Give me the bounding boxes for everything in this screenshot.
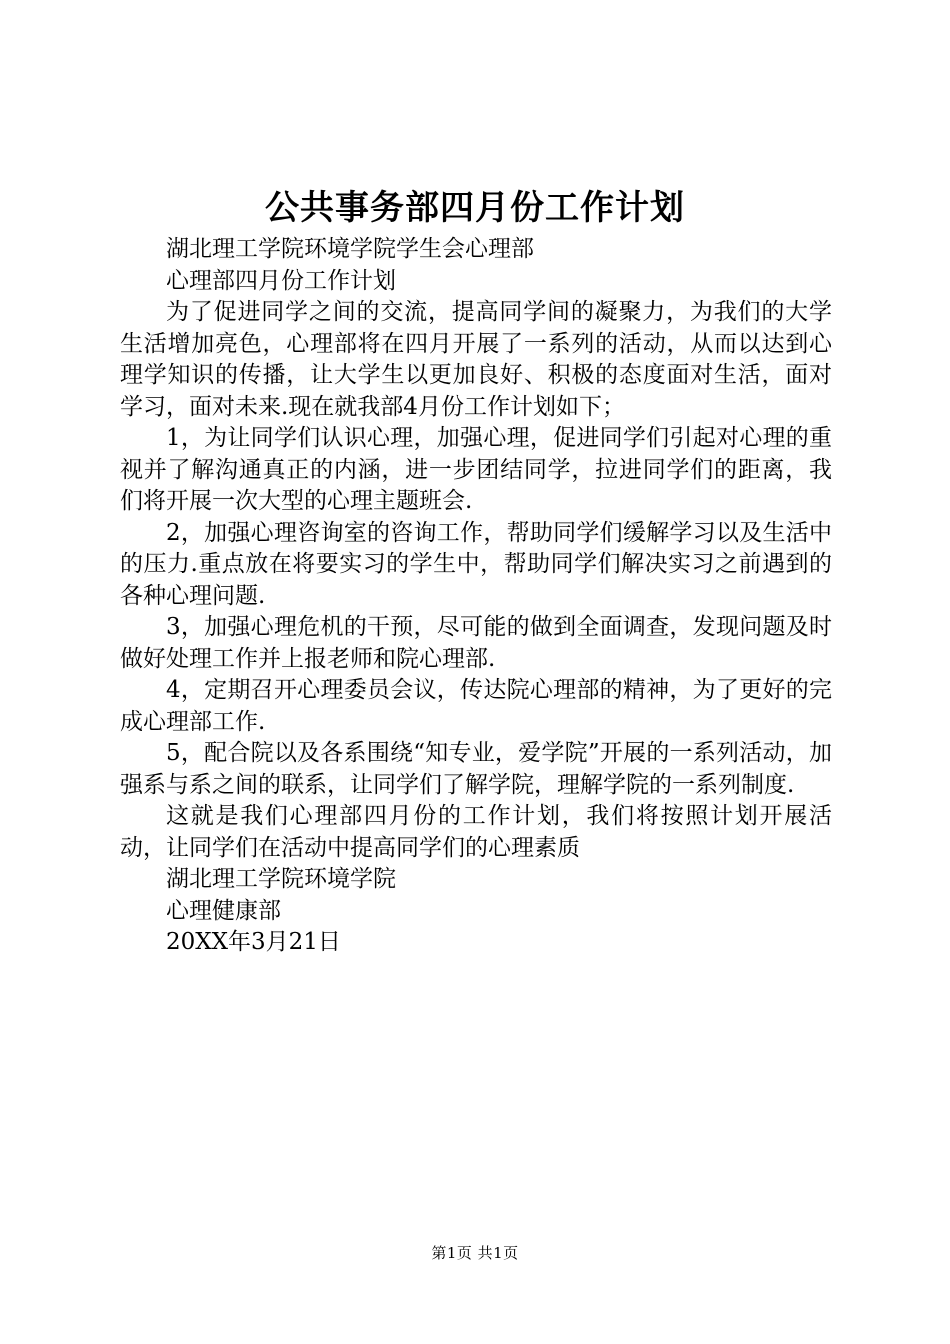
signature-department: 心理健康部 <box>166 897 281 924</box>
paragraph-subtitle: 心理部四月份工作计划 <box>166 267 396 294</box>
document-title: 公共事务部四月份工作计划 <box>265 188 685 228</box>
paragraph-item-3: 3，加强心理危机的干预，尽可能的做到全面调查，发现问题及时做好处理工作并上报老师和院心理部. <box>120 614 832 672</box>
paragraph-item-1: 1，为让同学们认识心理，加强心理，促进同学们引起对心理的重视并了解沟通真正的内涵，进一步团结同学，拉进同学们的距离，我们将开展一次大型的心理主题班会. <box>120 425 832 514</box>
paragraph-intro: 为了促进同学之间的交流，提高同学间的凝聚力，为我们的大学生活增加亮色，心理部将在四月开展了一系列的活动，从而以达到心理学知识的传播，让大学生以更加良好、积极的态度面对生活，面对学习，面对未来.现在就我部4月份工作计划如下； <box>120 299 832 420</box>
page-number-footer: 第1页 共1页 <box>431 1244 519 1262</box>
paragraph-organization: 湖北理工学院环境学院学生会心理部 <box>166 236 534 262</box>
signature-organization: 湖北理工学院环境学院 <box>166 866 396 892</box>
signature-date: 20XX年3月21日 <box>166 929 341 955</box>
paragraph-conclusion: 这就是我们心理部四月份的工作计划，我们将按照计划开展活动，让同学们在活动中提高同学们的心理素质 <box>120 803 832 861</box>
paragraph-item-5: 5，配合院以及各系围绕“知专业，爱学院”开展的一系列活动，加强系与系之间的联系，让同学们了解学院，理解学院的一系列制度. <box>120 740 832 798</box>
paragraph-item-4: 4，定期召开心理委员会议，传达院心理部的精神，为了更好的完成心理部工作. <box>120 677 832 735</box>
paragraph-item-2: 2，加强心理咨询室的咨询工作，帮助同学们缓解学习以及生活中的压力.重点放在将要实习的学生中，帮助同学们解决实习之前遇到的各种心理问题. <box>120 519 832 609</box>
document-body <box>120 234 832 959</box>
